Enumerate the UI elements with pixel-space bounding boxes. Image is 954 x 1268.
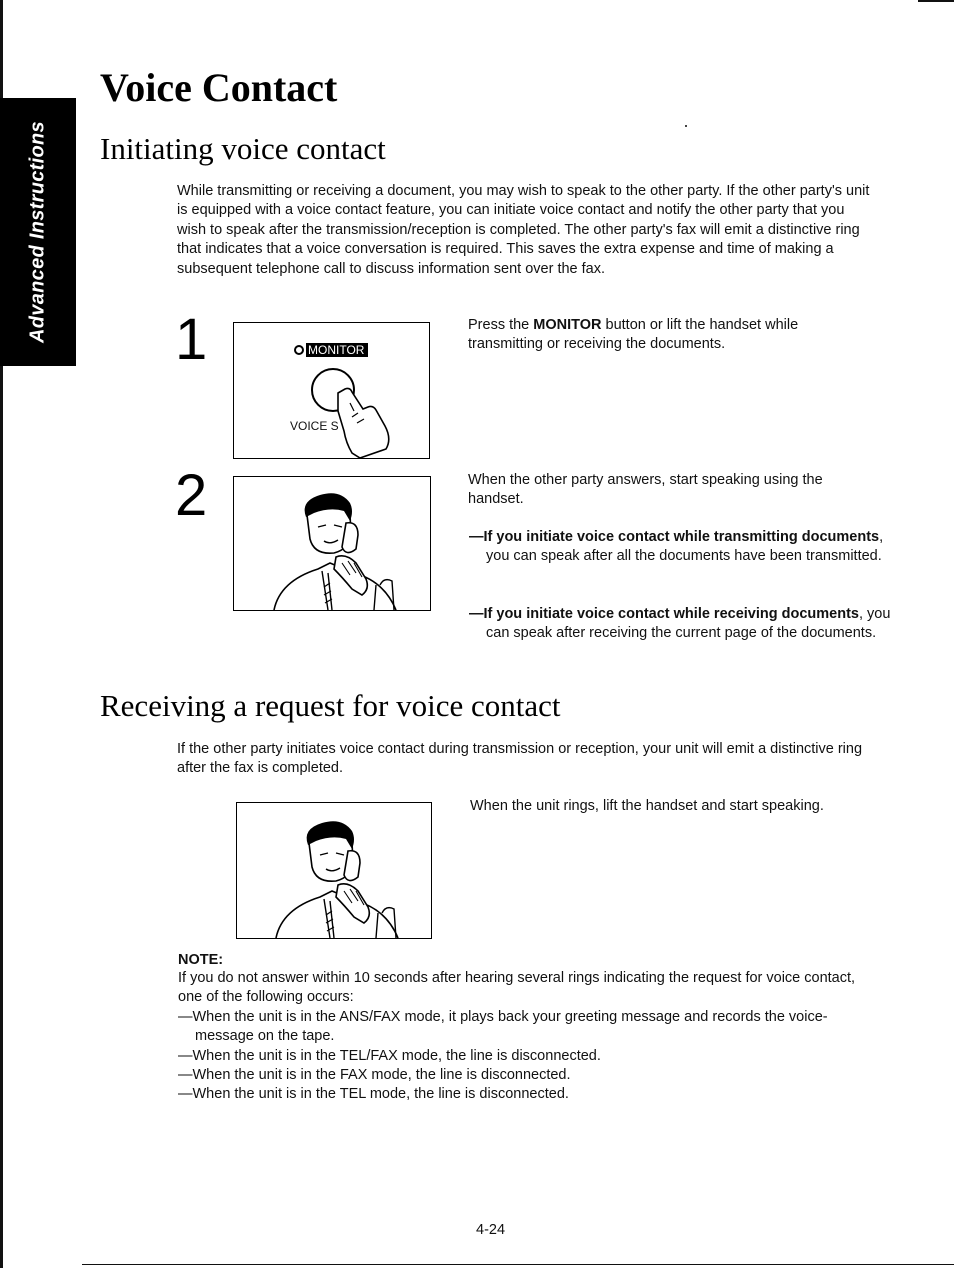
step2-note-transmitting: —If you initiate voice contact while transmitting documents, you can speak after all the documents have been transmitted. bbox=[469, 529, 884, 565]
person-answering-illustration bbox=[236, 802, 432, 939]
note-line: —When the unit is in the TEL/FAX mode, the line is disconnected. bbox=[178, 1047, 601, 1064]
man-answering-phone-icon bbox=[237, 803, 431, 938]
scan-speck bbox=[685, 125, 687, 127]
monitor-button-illustration bbox=[233, 322, 430, 459]
top-corner-rule bbox=[918, 0, 954, 2]
step-number-2: 2 bbox=[175, 463, 208, 528]
voice-key-label: VOICE S bbox=[290, 419, 339, 433]
receiving-intro: If the other party initiates voice contact during transmission or reception, your unit will emit a distinctive ring after the fax is completed. bbox=[177, 741, 863, 777]
section-heading-initiating: Initiating voice contact bbox=[100, 131, 386, 166]
side-tab bbox=[0, 98, 76, 366]
bottom-rule bbox=[82, 1264, 954, 1265]
page-number: 4-24 bbox=[476, 1222, 506, 1238]
man-talking-on-phone-icon bbox=[234, 477, 430, 610]
receiving-step-text: When the unit rings, lift the handset and start speaking. bbox=[470, 798, 824, 814]
note-line: If you do not answer within 10 seconds after hearing several rings indicating the request for voice contact, one of the following occurs: bbox=[178, 970, 856, 1006]
section-heading-receiving: Receiving a request for voice contact bbox=[100, 688, 561, 723]
note-list bbox=[178, 969, 878, 1105]
initiating-intro: While transmitting or receiving a document, you may wish to speak to the other party. If the other party's unit is equipped with a voice contact feature, you can initiate voice contact and notify the other party that you wish to speak after the transmission/reception is completed. The other party's fax will emit a distinctive ring that indicates that a voice conversation is required. This saves the extra expense and time of making a subsequent telephone call to discuss information sent over the fax. bbox=[177, 183, 870, 277]
note-line: —When the unit is in the ANS/FAX mode, it plays back your greeting message and records the voice-message on the tape. bbox=[178, 1008, 828, 1045]
step1-text: Press the MONITOR button or lift the handset while transmitting or receiving the documents. bbox=[468, 317, 799, 353]
step-number-1: 1 bbox=[175, 307, 208, 372]
monitor-key-label: MONITOR bbox=[308, 343, 365, 357]
step2-note-receiving: —If you initiate voice contact while receiving documents, you can speak after receiving the current page of the documents. bbox=[469, 606, 891, 642]
note-line: —When the unit is in the TEL mode, the line is disconnected. bbox=[178, 1086, 569, 1103]
page-title: Voice Contact bbox=[100, 65, 338, 110]
side-tab-label: Advanced Instructions bbox=[26, 121, 49, 343]
note-label: NOTE: bbox=[178, 952, 224, 968]
person-on-phone-illustration bbox=[233, 476, 431, 611]
note-line: —When the unit is in the FAX mode, the line is disconnected. bbox=[178, 1067, 571, 1084]
step2-text: When the other party answers, start speaking using the handset. bbox=[468, 472, 823, 508]
